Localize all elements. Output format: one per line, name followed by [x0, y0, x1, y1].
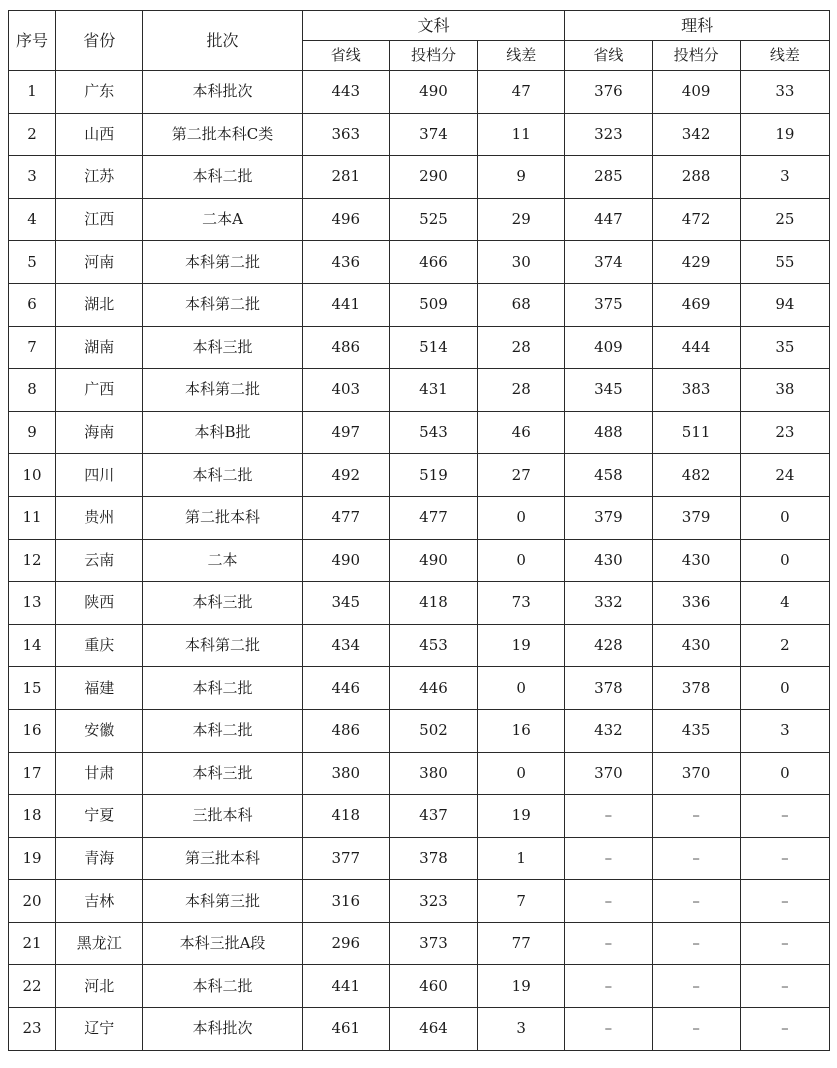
cell-science-province-line: 285	[565, 156, 652, 199]
cell-province: 安徽	[56, 709, 143, 752]
cell-batch: 本科三批	[143, 582, 302, 625]
cell-arts-admission-score: 466	[389, 241, 477, 284]
cell-arts-admission-score: 460	[389, 965, 477, 1008]
cell-batch: 本科第二批	[143, 369, 302, 412]
cell-arts-province-line: 490	[302, 539, 389, 582]
cell-science-line-diff: 24	[740, 454, 829, 497]
header-science: 理科	[565, 11, 830, 41]
cell-arts-admission-score: 378	[389, 837, 477, 880]
cell-batch: 本科批次	[143, 1008, 302, 1051]
cell-science-line-diff: –	[740, 880, 829, 923]
table-row	[9, 369, 830, 412]
cell-province: 重庆	[56, 624, 143, 667]
cell-arts-admission-score: 373	[389, 922, 477, 965]
cell-batch: 本科二批	[143, 965, 302, 1008]
cell-science-line-diff: 0	[740, 667, 829, 710]
cell-index: 7	[9, 326, 56, 369]
cell-arts-line-diff: 7	[478, 880, 565, 923]
cell-arts-admission-score: 380	[389, 752, 477, 795]
cell-science-admission-score: 288	[652, 156, 740, 199]
cell-science-province-line: 428	[565, 624, 652, 667]
header-batch: 批次	[143, 11, 302, 71]
cell-index: 19	[9, 837, 56, 880]
cell-arts-province-line: 461	[302, 1008, 389, 1051]
cell-province: 辽宁	[56, 1008, 143, 1051]
header-row-1	[9, 11, 830, 41]
cell-batch: 第二批本科C类	[143, 113, 302, 156]
cell-province: 福建	[56, 667, 143, 710]
cell-arts-admission-score: 290	[389, 156, 477, 199]
cell-arts-province-line: 477	[302, 496, 389, 539]
cell-science-province-line: 374	[565, 241, 652, 284]
cell-science-admission-score: –	[652, 1008, 740, 1051]
table-row	[9, 198, 830, 241]
cell-batch: 本科三批A段	[143, 922, 302, 965]
cell-science-line-diff: 3	[740, 709, 829, 752]
header-arts-line-diff: 线差	[478, 41, 565, 71]
cell-science-admission-score: 472	[652, 198, 740, 241]
cell-science-province-line: 458	[565, 454, 652, 497]
cell-arts-line-diff: 68	[478, 283, 565, 326]
table-row	[9, 326, 830, 369]
table-row	[9, 965, 830, 1008]
cell-arts-line-diff: 0	[478, 752, 565, 795]
cell-arts-line-diff: 28	[478, 326, 565, 369]
table-body	[9, 71, 830, 1051]
cell-arts-line-diff: 77	[478, 922, 565, 965]
cell-arts-admission-score: 453	[389, 624, 477, 667]
cell-science-line-diff: 94	[740, 283, 829, 326]
cell-province: 宁夏	[56, 795, 143, 838]
cell-batch: 第三批本科	[143, 837, 302, 880]
cell-province: 海南	[56, 411, 143, 454]
cell-arts-admission-score: 464	[389, 1008, 477, 1051]
cell-province: 甘肃	[56, 752, 143, 795]
cell-science-province-line: 430	[565, 539, 652, 582]
cell-arts-province-line: 377	[302, 837, 389, 880]
cell-batch: 本科三批	[143, 326, 302, 369]
table-row	[9, 411, 830, 454]
cell-arts-line-diff: 16	[478, 709, 565, 752]
cell-index: 21	[9, 922, 56, 965]
cell-index: 1	[9, 71, 56, 114]
cell-index: 18	[9, 795, 56, 838]
cell-arts-province-line: 363	[302, 113, 389, 156]
cell-index: 5	[9, 241, 56, 284]
cell-batch: 本科第二批	[143, 241, 302, 284]
cell-batch: 本科二批	[143, 156, 302, 199]
cell-index: 4	[9, 198, 56, 241]
cell-science-admission-score: –	[652, 795, 740, 838]
table-row	[9, 241, 830, 284]
cell-arts-line-diff: 9	[478, 156, 565, 199]
cell-science-admission-score: 482	[652, 454, 740, 497]
cell-province: 黑龙江	[56, 922, 143, 965]
cell-index: 20	[9, 880, 56, 923]
cell-arts-line-diff: 19	[478, 795, 565, 838]
table-row	[9, 71, 830, 114]
cell-science-line-diff: –	[740, 1008, 829, 1051]
cell-arts-admission-score: 543	[389, 411, 477, 454]
cell-index: 10	[9, 454, 56, 497]
cell-province: 江西	[56, 198, 143, 241]
cell-batch: 本科二批	[143, 709, 302, 752]
cell-arts-province-line: 496	[302, 198, 389, 241]
cell-science-province-line: 345	[565, 369, 652, 412]
cell-batch: 二本	[143, 539, 302, 582]
table-row	[9, 624, 830, 667]
cell-arts-admission-score: 374	[389, 113, 477, 156]
cell-batch: 本科第二批	[143, 283, 302, 326]
header-science-line-diff: 线差	[740, 41, 829, 71]
cell-batch: 本科二批	[143, 454, 302, 497]
cell-science-province-line: –	[565, 795, 652, 838]
cell-arts-province-line: 418	[302, 795, 389, 838]
cell-index: 8	[9, 369, 56, 412]
table-row	[9, 667, 830, 710]
table-row	[9, 709, 830, 752]
cell-science-admission-score: –	[652, 880, 740, 923]
cell-science-admission-score: 435	[652, 709, 740, 752]
cell-arts-line-diff: 28	[478, 369, 565, 412]
cell-index: 17	[9, 752, 56, 795]
cell-batch: 本科批次	[143, 71, 302, 114]
cell-science-admission-score: –	[652, 837, 740, 880]
cell-science-province-line: 323	[565, 113, 652, 156]
cell-arts-admission-score: 519	[389, 454, 477, 497]
cell-province: 湖南	[56, 326, 143, 369]
cell-batch: 二本A	[143, 198, 302, 241]
cell-arts-province-line: 345	[302, 582, 389, 625]
table-row	[9, 1008, 830, 1051]
cell-science-admission-score: 430	[652, 539, 740, 582]
cell-science-admission-score: 430	[652, 624, 740, 667]
cell-province: 广西	[56, 369, 143, 412]
cell-arts-line-diff: 29	[478, 198, 565, 241]
cell-arts-admission-score: 437	[389, 795, 477, 838]
header-index: 序号	[9, 11, 56, 71]
cell-arts-province-line: 443	[302, 71, 389, 114]
cell-index: 13	[9, 582, 56, 625]
cell-science-province-line: –	[565, 965, 652, 1008]
cell-science-line-diff: 0	[740, 496, 829, 539]
cell-science-line-diff: 25	[740, 198, 829, 241]
cell-arts-line-diff: 46	[478, 411, 565, 454]
header-arts-province-line: 省线	[302, 41, 389, 71]
cell-index: 16	[9, 709, 56, 752]
cell-arts-province-line: 441	[302, 283, 389, 326]
cell-arts-admission-score: 525	[389, 198, 477, 241]
cell-arts-province-line: 446	[302, 667, 389, 710]
cell-science-province-line: 432	[565, 709, 652, 752]
cell-arts-province-line: 486	[302, 709, 389, 752]
cell-index: 22	[9, 965, 56, 1008]
cell-batch: 本科第三批	[143, 880, 302, 923]
cell-province: 山西	[56, 113, 143, 156]
cell-arts-admission-score: 509	[389, 283, 477, 326]
cell-batch: 本科二批	[143, 667, 302, 710]
cell-science-admission-score: 511	[652, 411, 740, 454]
header-province: 省份	[56, 11, 143, 71]
cell-science-line-diff: 33	[740, 71, 829, 114]
cell-science-line-diff: 55	[740, 241, 829, 284]
cell-index: 12	[9, 539, 56, 582]
table-row	[9, 156, 830, 199]
cell-science-line-diff: –	[740, 965, 829, 1008]
cell-science-admission-score: 378	[652, 667, 740, 710]
table-row	[9, 454, 830, 497]
cell-science-province-line: 332	[565, 582, 652, 625]
cell-province: 贵州	[56, 496, 143, 539]
cell-arts-line-diff: 3	[478, 1008, 565, 1051]
cell-arts-line-diff: 73	[478, 582, 565, 625]
cell-science-line-diff: –	[740, 922, 829, 965]
table-row	[9, 880, 830, 923]
cell-science-province-line: 447	[565, 198, 652, 241]
cell-science-line-diff: 0	[740, 539, 829, 582]
cell-arts-line-diff: 30	[478, 241, 565, 284]
cell-arts-province-line: 434	[302, 624, 389, 667]
cell-province: 江苏	[56, 156, 143, 199]
cell-science-province-line: –	[565, 922, 652, 965]
cell-arts-admission-score: 431	[389, 369, 477, 412]
cell-science-admission-score: 429	[652, 241, 740, 284]
cell-province: 湖北	[56, 283, 143, 326]
cell-province: 河北	[56, 965, 143, 1008]
cell-province: 云南	[56, 539, 143, 582]
cell-index: 2	[9, 113, 56, 156]
cell-index: 3	[9, 156, 56, 199]
cell-science-admission-score: 444	[652, 326, 740, 369]
cell-arts-admission-score: 502	[389, 709, 477, 752]
cell-index: 23	[9, 1008, 56, 1051]
cell-index: 11	[9, 496, 56, 539]
table-row	[9, 283, 830, 326]
header-arts-admission-score: 投档分	[389, 41, 477, 71]
cell-batch: 本科B批	[143, 411, 302, 454]
cell-science-province-line: –	[565, 837, 652, 880]
cell-arts-province-line: 441	[302, 965, 389, 1008]
cell-arts-line-diff: 0	[478, 539, 565, 582]
cell-arts-province-line: 403	[302, 369, 389, 412]
cell-arts-province-line: 497	[302, 411, 389, 454]
cell-science-line-diff: –	[740, 795, 829, 838]
cell-science-line-diff: 0	[740, 752, 829, 795]
cell-province: 河南	[56, 241, 143, 284]
cell-arts-province-line: 486	[302, 326, 389, 369]
cell-province: 广东	[56, 71, 143, 114]
cell-science-province-line: 488	[565, 411, 652, 454]
cell-science-province-line: –	[565, 880, 652, 923]
cell-science-province-line: 409	[565, 326, 652, 369]
table-row	[9, 922, 830, 965]
cell-province: 青海	[56, 837, 143, 880]
header-science-admission-score: 投档分	[652, 41, 740, 71]
cell-province: 四川	[56, 454, 143, 497]
cell-arts-admission-score: 446	[389, 667, 477, 710]
cell-science-province-line: 370	[565, 752, 652, 795]
cell-batch: 三批本科	[143, 795, 302, 838]
table-row	[9, 539, 830, 582]
cell-science-line-diff: 19	[740, 113, 829, 156]
cell-arts-province-line: 316	[302, 880, 389, 923]
cell-arts-line-diff: 1	[478, 837, 565, 880]
cell-index: 15	[9, 667, 56, 710]
cell-science-line-diff: 38	[740, 369, 829, 412]
cell-arts-line-diff: 19	[478, 965, 565, 1008]
cell-science-admission-score: –	[652, 922, 740, 965]
cell-batch: 本科三批	[143, 752, 302, 795]
cell-arts-line-diff: 0	[478, 496, 565, 539]
cell-science-line-diff: 4	[740, 582, 829, 625]
cell-science-line-diff: 3	[740, 156, 829, 199]
table-row	[9, 113, 830, 156]
cell-arts-admission-score: 477	[389, 496, 477, 539]
cell-arts-line-diff: 27	[478, 454, 565, 497]
table-row	[9, 795, 830, 838]
cell-arts-province-line: 296	[302, 922, 389, 965]
cell-science-line-diff: 2	[740, 624, 829, 667]
cell-science-province-line: 375	[565, 283, 652, 326]
cell-arts-admission-score: 514	[389, 326, 477, 369]
cell-arts-province-line: 380	[302, 752, 389, 795]
cell-arts-line-diff: 0	[478, 667, 565, 710]
cell-arts-province-line: 281	[302, 156, 389, 199]
cell-science-admission-score: 409	[652, 71, 740, 114]
cell-science-line-diff: 23	[740, 411, 829, 454]
cell-science-line-diff: –	[740, 837, 829, 880]
header-arts: 文科	[302, 11, 565, 41]
cell-science-admission-score: –	[652, 965, 740, 1008]
cell-science-admission-score: 383	[652, 369, 740, 412]
table-row	[9, 496, 830, 539]
cell-province: 吉林	[56, 880, 143, 923]
cell-science-admission-score: 336	[652, 582, 740, 625]
cell-arts-admission-score: 490	[389, 71, 477, 114]
cell-science-admission-score: 379	[652, 496, 740, 539]
cell-arts-admission-score: 323	[389, 880, 477, 923]
cell-batch: 第二批本科	[143, 496, 302, 539]
cell-science-line-diff: 35	[740, 326, 829, 369]
cell-science-admission-score: 342	[652, 113, 740, 156]
cell-index: 9	[9, 411, 56, 454]
cell-index: 14	[9, 624, 56, 667]
cell-index: 6	[9, 283, 56, 326]
cell-province: 陕西	[56, 582, 143, 625]
header-science-province-line: 省线	[565, 41, 652, 71]
cell-batch: 本科第二批	[143, 624, 302, 667]
cell-arts-admission-score: 490	[389, 539, 477, 582]
cell-arts-admission-score: 418	[389, 582, 477, 625]
cell-arts-line-diff: 11	[478, 113, 565, 156]
cell-science-province-line: 376	[565, 71, 652, 114]
table-row	[9, 752, 830, 795]
cell-arts-province-line: 492	[302, 454, 389, 497]
table-row	[9, 582, 830, 625]
cell-arts-province-line: 436	[302, 241, 389, 284]
cell-science-admission-score: 469	[652, 283, 740, 326]
cell-science-province-line: 379	[565, 496, 652, 539]
score-table	[8, 10, 830, 1051]
cell-science-admission-score: 370	[652, 752, 740, 795]
cell-arts-line-diff: 19	[478, 624, 565, 667]
cell-arts-line-diff: 47	[478, 71, 565, 114]
table-row	[9, 837, 830, 880]
cell-science-province-line: 378	[565, 667, 652, 710]
cell-science-province-line: –	[565, 1008, 652, 1051]
